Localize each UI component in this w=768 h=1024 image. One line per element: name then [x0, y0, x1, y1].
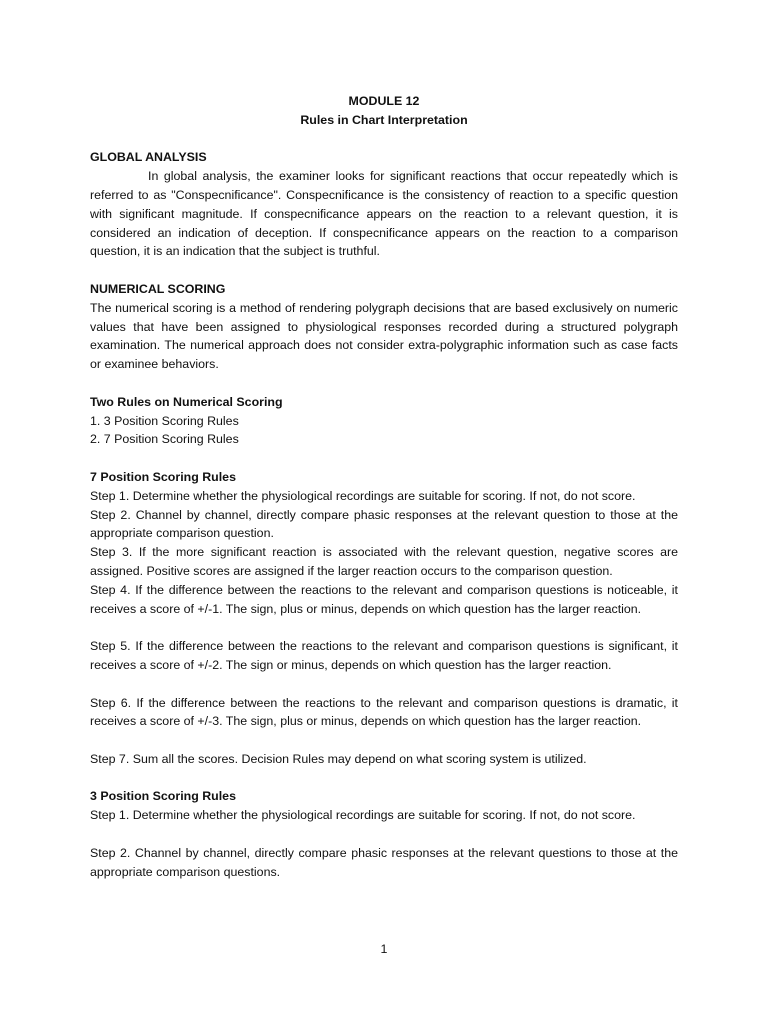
spacer	[90, 825, 678, 844]
seven-step-1: Step 1. Determine whether the physiological recordings are suitable for scoring. If not, do not score.	[90, 488, 636, 503]
spacer	[90, 261, 678, 280]
seven-step-6: Step 6. If the difference between the reactions to the relevant and comparison questions is dramatic, it receives a score of +/-3. The sign, plus or minus, depends on which question has the larger reaction.	[90, 695, 678, 729]
seven-position-heading: 7 Position Scoring Rules	[90, 469, 236, 484]
global-analysis-paragraph: In global analysis, the examiner looks for significant reactions that occur repeatedly which is referred to as "Conspecnificance". Conspecnificance is the consistency of reaction to a specific question with significant magnitude. If conspecnificance appears on the reaction to a relevant question, it is considered an indication of deception. If conspecnificance appears on the reaction to a comparison question, it is an indication that the subject is truthful.	[90, 169, 678, 259]
seven-step-5: Step 5. If the difference between the reactions to the relevant and comparison questions is significant, it receives a score of +/-2. The sign or minus, depends on which question has the larger reaction.	[90, 639, 678, 672]
two-rules-heading: Two Rules on Numerical Scoring	[90, 394, 283, 409]
seven-step-2: Step 2. Channel by channel, directly compare phasic responses at the relevant question to those at the appropriate comparison question.	[90, 507, 678, 541]
spacer	[90, 769, 678, 788]
spacer	[90, 130, 678, 149]
numerical-scoring-paragraph: The numerical scoring is a method of rendering polygraph decisions that are based exclusively on numeric values that have been assigned to physiological responses recorded during a structured polygraph examination. The numerical approach does not consider extra-polygraphic information such as case facts or examinee behaviors.	[90, 300, 678, 372]
spacer	[90, 449, 678, 468]
seven-step-3: Step 3. If the more significant reaction is associated with the relevant question, negative scores are assigned. Positive scores are assigned if the larger reaction occurs to the comparison question.	[90, 545, 678, 578]
document-title: Rules in Chart Interpretation	[300, 112, 468, 127]
seven-step-4: Step 4. If the difference between the reactions to the relevant and comparison questions is noticeable, it receives a score of +/-1. The sign, plus or minus, depends on which question has the larger reaction.	[90, 582, 678, 616]
spacer	[90, 374, 678, 393]
three-step-2: Step 2. Channel by channel, directly compare phasic responses at the relevant questions to those at the appropriate comparison questions.	[90, 845, 678, 879]
global-analysis-heading: GLOBAL ANALYSIS	[90, 150, 207, 165]
three-position-heading: 3 Position Scoring Rules	[90, 789, 236, 804]
three-step-1: Step 1. Determine whether the physiological recordings are suitable for scoring. If not, do not score.	[90, 808, 636, 823]
spacer	[90, 675, 678, 694]
spacer	[90, 618, 678, 637]
module-label: MODULE 12	[348, 94, 420, 108]
numerical-scoring-heading: NUMERICAL SCORING	[90, 281, 226, 296]
seven-step-7: Step 7. Sum all the scores. Decision Rules may depend on what scoring system is utilized.	[90, 751, 587, 766]
list-item: 2. 7 Position Scoring Rules	[90, 432, 239, 447]
list-item: 1. 3 Position Scoring Rules	[90, 413, 239, 428]
document-page	[90, 92, 678, 881]
page-number: 1	[380, 942, 388, 956]
spacer	[90, 731, 678, 750]
